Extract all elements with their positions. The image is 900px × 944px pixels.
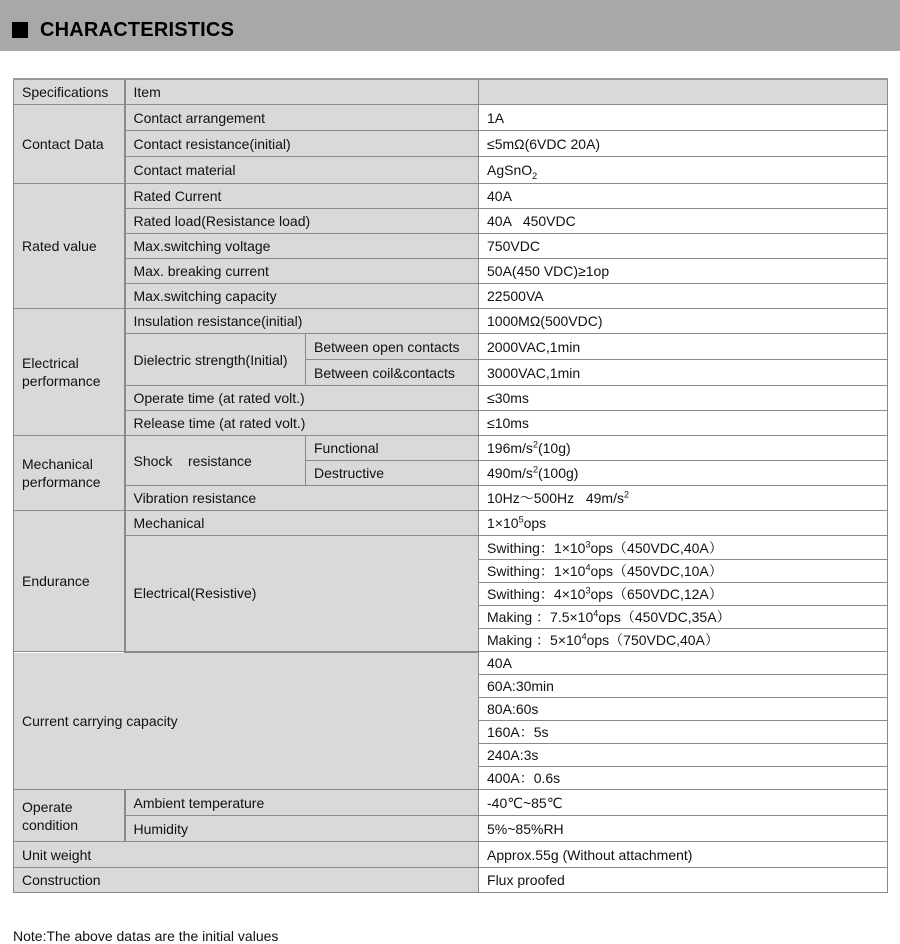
item-label: Operate time (at rated volt.) <box>125 386 479 411</box>
item-label: Dielectric strength(Initial) <box>125 334 306 386</box>
value-superscript: 2 <box>623 489 629 500</box>
value-text: ops（450VDC,35A） <box>598 609 731 625</box>
item-value: 80A:60s <box>479 698 888 721</box>
group-label-line2: performance <box>22 474 101 490</box>
item-label: Contact arrangement <box>125 105 479 131</box>
table-row <box>14 411 888 436</box>
table-row <box>14 184 888 209</box>
header-specifications: Specifications <box>14 79 125 105</box>
item-value <box>479 536 888 560</box>
item-label: Max.switching capacity <box>125 284 479 309</box>
table-row <box>14 157 888 184</box>
sub-item-label: Between coil&contacts <box>306 360 479 386</box>
item-label: Rated Current <box>125 184 479 209</box>
table-row <box>14 209 888 234</box>
value-text: 10Hz～500Hz 49m/s <box>487 490 624 506</box>
value-text: ops（450VDC,40A） <box>590 539 723 556</box>
item-value: 240A:3s <box>479 744 888 767</box>
table-row <box>14 486 888 511</box>
item-value: 1A <box>479 105 888 131</box>
item-value: Flux proofed <box>479 868 888 893</box>
table-row <box>14 511 888 536</box>
item-value <box>479 461 888 486</box>
group-endurance: Endurance <box>14 511 125 652</box>
item-value <box>479 486 888 511</box>
value-text: Swithing：1×10 <box>487 539 586 556</box>
item-value: 40A <box>479 184 888 209</box>
header-value <box>479 79 888 105</box>
value-main: AgSnO <box>487 162 533 178</box>
item-value: Approx.55g (Without attachment) <box>479 842 888 868</box>
group-current-carrying-capacity: Current carrying capacity <box>14 652 479 790</box>
group-label-line2: performance <box>22 373 101 389</box>
item-value <box>479 583 888 606</box>
item-label: Shock resistance <box>125 436 306 486</box>
item-value: 22500VA <box>479 284 888 309</box>
item-value: 160A：5s <box>479 721 888 744</box>
item-value: -40℃~85℃ <box>479 790 888 816</box>
item-label: Vibration resistance <box>125 486 479 511</box>
item-label: Contact material <box>125 157 479 184</box>
group-label-line2: condition <box>22 816 79 833</box>
value-text: Swithing：1×10 <box>487 563 586 579</box>
item-value: 60A:30min <box>479 675 888 698</box>
item-label: Insulation resistance(initial) <box>125 309 479 334</box>
section-title: CHARACTERISTICS <box>40 19 235 41</box>
group-contact-data: Contact Data <box>14 105 125 184</box>
section-header <box>0 0 900 51</box>
item-value <box>479 511 888 536</box>
group-rated-value: Rated value <box>14 184 125 309</box>
item-value: 1000MΩ(500VDC) <box>479 309 888 334</box>
value-text: Swithing：4×10 <box>487 586 586 602</box>
item-value: 400A：0.6s <box>479 767 888 790</box>
item-value: 750VDC <box>479 234 888 259</box>
item-value <box>479 560 888 583</box>
value-superscript: 2 <box>532 439 538 450</box>
item-label: Mechanical <box>125 511 479 536</box>
value-superscript: 3 <box>585 585 591 596</box>
characteristics-table <box>13 78 888 893</box>
black-square-icon <box>12 22 28 38</box>
table-row <box>14 868 888 893</box>
table-row <box>14 842 888 868</box>
item-label: Release time (at rated volt.) <box>125 411 479 436</box>
item-value: 2000VAC,1min <box>479 334 888 360</box>
item-value <box>479 629 888 652</box>
item-label: Contact resistance(initial) <box>125 131 479 157</box>
value-text: Making ：5×10 <box>487 632 582 648</box>
table-row <box>14 105 888 131</box>
value-superscript: 2 <box>532 464 538 475</box>
sub-item-label: Functional <box>306 436 479 461</box>
value-superscript: 5 <box>518 514 524 525</box>
table-row <box>14 334 888 360</box>
value-text: ops（450VDC,10A） <box>590 563 723 579</box>
table-row <box>14 309 888 334</box>
table-row <box>14 652 888 675</box>
group-electrical-performance <box>14 309 125 436</box>
item-label: Max.switching voltage <box>125 234 479 259</box>
item-value: 40A 450VDC <box>479 209 888 234</box>
table-row <box>14 386 888 411</box>
table-row <box>14 536 888 560</box>
table-row <box>14 816 888 842</box>
value-text: (10g) <box>537 440 571 456</box>
table-row <box>14 284 888 309</box>
group-label-line1: Mechanical <box>22 456 93 472</box>
item-label: Ambient temperature <box>125 790 479 816</box>
item-label: Construction <box>14 868 479 893</box>
sub-item-label: Destructive <box>306 461 479 486</box>
item-value: ≤30ms <box>479 386 888 411</box>
value-text: ops <box>523 515 547 531</box>
value-text: 1×10 <box>487 515 519 531</box>
footnote: Note:The above datas are the initial values <box>13 928 279 944</box>
value-superscript: 4 <box>593 608 599 619</box>
group-operate-condition <box>14 790 125 842</box>
group-mechanical-performance <box>14 436 125 511</box>
item-value: ≤10ms <box>479 411 888 436</box>
value-superscript: 3 <box>585 538 591 549</box>
item-label: Rated load(Resistance load) <box>125 209 479 234</box>
table-row <box>14 131 888 157</box>
value-text: ops（750VDC,40A） <box>586 632 719 648</box>
item-value <box>479 157 888 184</box>
item-value: 50A(450 VDC)≥1op <box>479 259 888 284</box>
item-value: 3000VAC,1min <box>479 360 888 386</box>
item-label: Max. breaking current <box>125 259 479 284</box>
value-text: Making ：7.5×10 <box>487 609 594 625</box>
item-value: 5%~85%RH <box>479 816 888 842</box>
value-subscript: 2 <box>532 170 538 181</box>
item-value <box>479 436 888 461</box>
value-text: 196m/s <box>487 440 533 456</box>
sub-item-label: Between open contacts <box>306 334 479 360</box>
item-label: Humidity <box>125 816 479 842</box>
value-text: (100g) <box>537 465 579 481</box>
group-label-line1: Operate <box>22 798 73 815</box>
value-superscript: 4 <box>585 562 591 573</box>
item-value: ≤5mΩ(6VDC 20A) <box>479 131 888 157</box>
table-row <box>14 436 888 461</box>
table-header-row <box>14 79 888 105</box>
value-superscript: 4 <box>581 631 587 642</box>
header-item: Item <box>125 79 479 105</box>
item-value: 40A <box>479 652 888 675</box>
value-text: ops（650VDC,12A） <box>590 586 723 602</box>
item-label: Electrical(Resistive) <box>125 536 479 652</box>
table-row <box>14 259 888 284</box>
table-row <box>14 234 888 259</box>
table-row <box>14 790 888 816</box>
item-value <box>479 606 888 629</box>
value-text: 490m/s <box>487 465 533 481</box>
item-label: Unit weight <box>14 842 479 868</box>
group-label-line1: Electrical <box>22 355 79 371</box>
